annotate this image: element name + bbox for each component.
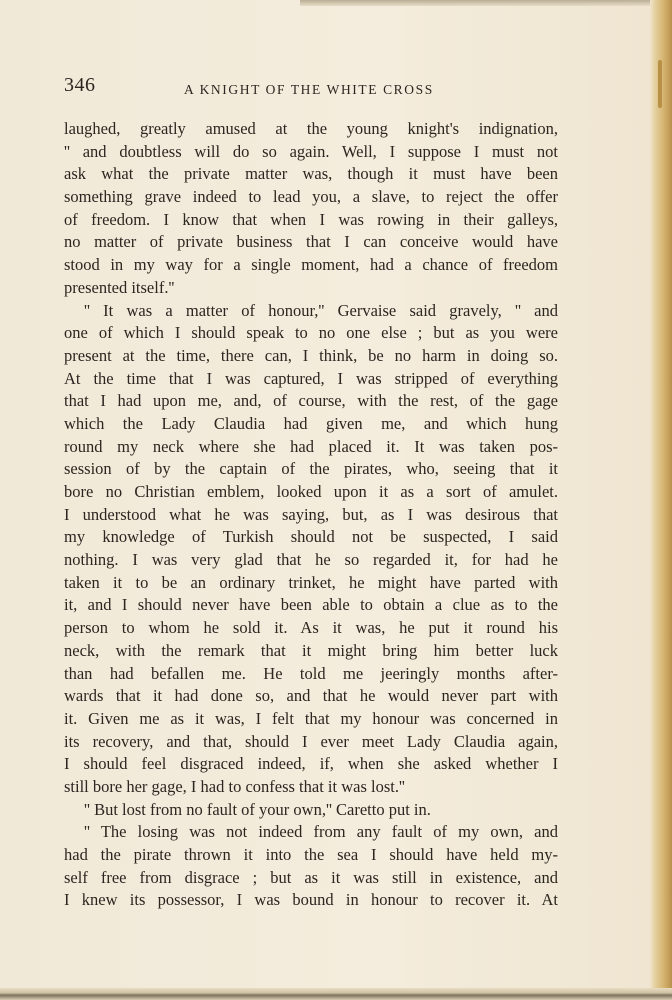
spine-mark [658, 60, 662, 108]
body-text [64, 118, 558, 912]
text-line: session of by the captain of the pirates, who, seeing that it [64, 459, 558, 479]
text-line: At the time that I was captured, I was stripped of everything [64, 368, 558, 388]
text-line: its recovery, and that, should I ever meet Lady Claudia again, [64, 731, 558, 751]
text-line: stood in my way for a single moment, had a chance of freedom [64, 255, 558, 275]
text-line: I knew its possessor, I was bound in honour to recover it. At [64, 890, 558, 910]
page-number: 346 [64, 74, 96, 96]
book-spine-edge [650, 0, 672, 1000]
text-line: neck, with the remark that it might bring him better luck [64, 640, 558, 660]
text-line: '' It was a matter of honour,'' Gervaise said gravely, '' and [84, 300, 558, 320]
text-line: '' and doubtless will do so again. Well, I suppose I must not [64, 141, 558, 161]
text-line: still bore her gage, I had to confess that it was lost.'' [64, 776, 405, 796]
text-line: one of which I should speak to no one else ; but as you were [64, 323, 558, 343]
text-line: that I had upon me, and, of course, with the rest, of the gage [64, 391, 558, 411]
text-line: of freedom. I know that when I was rowing in their galleys, [64, 209, 558, 229]
running-head: A KNIGHT OF THE WHITE CROSS [184, 82, 434, 97]
text-line: '' The losing was not indeed from any fault of my own, and [84, 822, 558, 842]
text-line: '' But lost from no fault of your own,'' Caretto put in. [84, 799, 431, 819]
text-line: wards that it had done so, and that he would never part with [64, 686, 558, 706]
page-header [64, 74, 624, 104]
text-line: something grave indeed to lead you, a slave, to reject the offer [64, 187, 558, 207]
page-top-edge [300, 0, 672, 6]
text-line: laughed, greatly amused at the young knight's indignation, [64, 119, 558, 138]
text-line: self free from disgrace ; but as it was still in existence, and [64, 867, 558, 887]
text-line: I understood what he was saying, but, as I was desirous that [64, 504, 558, 524]
text-line: ask what the private matter was, though it must have been [64, 164, 558, 184]
text-line: taken it to be an ordinary trinket, he might have parted with [64, 572, 558, 592]
text-line: I should feel disgraced indeed, if, when she asked whether I [64, 754, 558, 774]
text-line: it, and I should never have been able to obtain a clue as to the [64, 595, 558, 615]
text-line: than had befallen me. He told me jeeringly months after- [64, 663, 558, 683]
text-line: round my neck where she had placed it. It was taken pos- [64, 436, 558, 456]
text-line: nothing. I was very glad that he so regarded it, for had he [64, 550, 558, 570]
text-line: person to whom he sold it. As it was, he put it round his [64, 618, 558, 638]
page-bottom-edge [0, 988, 672, 1000]
text-line: my knowledge of Turkish should not be suspected, I said [64, 527, 558, 547]
text-line: bore no Christian emblem, looked upon it as a sort of amulet. [64, 482, 558, 501]
text-line: present at the time, there can, I think, be no harm in doing so. [64, 345, 558, 365]
text-line: which the Lady Claudia had given me, and which hung [64, 413, 558, 433]
text-line: it. Given me as it was, I felt that my honour was concerned in [64, 708, 558, 728]
text-line: had the pirate thrown it into the sea I should have held my- [64, 845, 558, 864]
text-line: presented itself.'' [64, 277, 175, 297]
text-line: no matter of private business that I can conceive would have [64, 232, 558, 252]
